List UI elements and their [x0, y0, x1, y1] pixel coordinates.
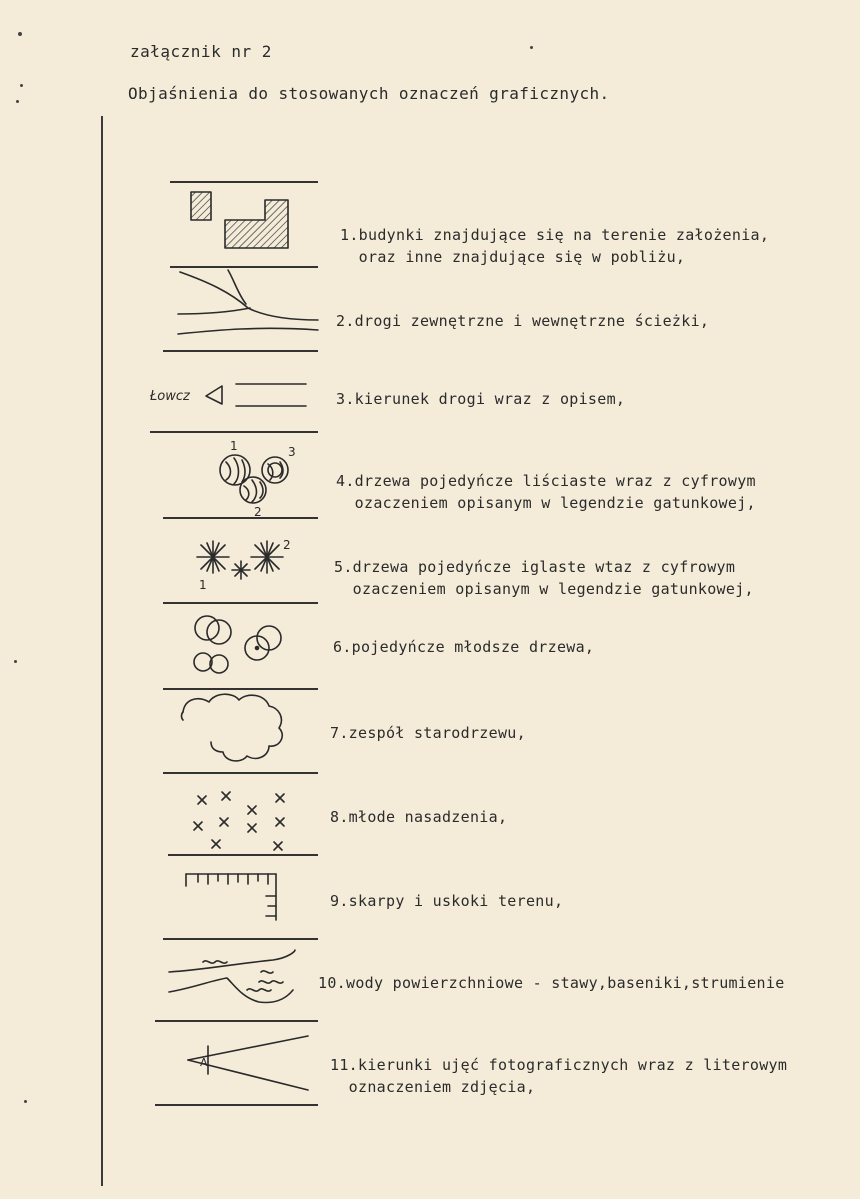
description-line: 1.budynki znajdujące się na terenie założenia,	[340, 226, 770, 244]
planting-cross	[276, 794, 284, 802]
legend-item-description	[333, 636, 594, 658]
planting-cross	[222, 792, 230, 800]
legend-item-description	[330, 1054, 787, 1098]
separator-line	[163, 602, 318, 604]
scan-speck	[14, 660, 17, 663]
conifer-star	[251, 541, 283, 573]
coniferous-trees-icon	[185, 533, 305, 593]
young-trees-icon	[185, 610, 295, 682]
planting-cross	[274, 842, 282, 850]
description-line: 11.kierunki ujęć fotograficznych wraz z literowym	[330, 1056, 788, 1074]
planting-cross	[248, 824, 256, 832]
separator-line	[150, 431, 318, 433]
legend-item-description	[340, 224, 769, 268]
planting-cross	[198, 796, 206, 804]
tree-number-label: 2	[283, 538, 291, 552]
conifer-star	[197, 541, 229, 573]
water-icon	[163, 944, 303, 1018]
old-stand-icon	[175, 690, 295, 768]
planting-cross	[220, 818, 228, 826]
description-line: 10.wody powierzchniowe - stawy,baseniki,strumienie	[318, 974, 785, 992]
legend-item-description	[318, 972, 785, 994]
description-line: 2.drogi zewnętrzne i wewnętrzne ścieżki,	[336, 312, 710, 330]
photo-direction-icon	[178, 1030, 318, 1094]
description-line: 4.drzewa pojedyńcze liściaste wraz z cyfrowym	[336, 472, 756, 490]
photo-letter-label: A	[200, 1056, 208, 1069]
separator-line	[163, 938, 318, 940]
description-line: ozaczeniem opisanym w legendzie gatunkowej,	[334, 580, 754, 598]
description-line: 5.drzewa pojedyńcze iglaste wtaz z cyfrowym	[334, 558, 736, 576]
legend-item-description	[336, 310, 709, 332]
escarpment-icon	[182, 866, 282, 924]
attachment-label: załącznik nr 2	[130, 42, 272, 61]
buildings-icon	[185, 188, 295, 258]
road-direction-icon	[148, 378, 320, 412]
scan-speck	[18, 32, 22, 36]
tree-number-label: 3	[288, 445, 296, 459]
legend-item-description	[330, 890, 563, 912]
roads-icon	[168, 268, 320, 350]
scan-speck	[20, 84, 23, 87]
deciduous-trees-icon	[200, 438, 310, 518]
description-line: 8.młode nasadzenia,	[330, 808, 508, 826]
scan-speck	[530, 46, 533, 49]
conifer-star	[232, 561, 250, 579]
description-line: ozaczeniem opisanym w legendzie gatunkowej,	[336, 494, 756, 512]
description-line: 6.pojedyńcze młodsze drzewa,	[333, 638, 595, 656]
planting-cross	[194, 822, 202, 830]
separator-line	[163, 350, 318, 352]
tree-number-label: 1	[199, 578, 207, 592]
tree-number-label: 2	[254, 505, 262, 519]
legend-item-description	[330, 806, 507, 828]
separator-line	[155, 1020, 318, 1022]
planting-cross	[248, 806, 256, 814]
legend-item-description	[336, 388, 625, 410]
legend-item-description	[330, 722, 526, 744]
separator-line	[170, 181, 318, 183]
margin-rule	[101, 116, 103, 1186]
description-line: 9.skarpy i uskoki terenu,	[330, 892, 564, 910]
road-direction-text: Łowcz	[150, 389, 190, 404]
separator-line	[155, 1104, 318, 1106]
scan-speck	[24, 1100, 27, 1103]
page-title: Objaśnienia do stosowanych oznaczeń graficznych.	[128, 84, 610, 103]
legend-item-description	[336, 470, 756, 514]
description-line: oraz inne znajdujące się w pobliżu,	[340, 248, 686, 266]
legend-item-description	[334, 556, 754, 600]
separator-line	[163, 772, 318, 774]
planting-cross	[212, 840, 220, 848]
scan-speck	[16, 100, 19, 103]
description-line: 7.zespół starodrzewu,	[330, 724, 526, 742]
description-line: 3.kierunek drogi wraz z opisem,	[336, 390, 626, 408]
description-line: oznaczeniem zdjęcia,	[330, 1078, 536, 1096]
young-plantings-icon	[190, 790, 300, 856]
planting-cross	[276, 818, 284, 826]
tree-number-label: 1	[230, 439, 238, 453]
